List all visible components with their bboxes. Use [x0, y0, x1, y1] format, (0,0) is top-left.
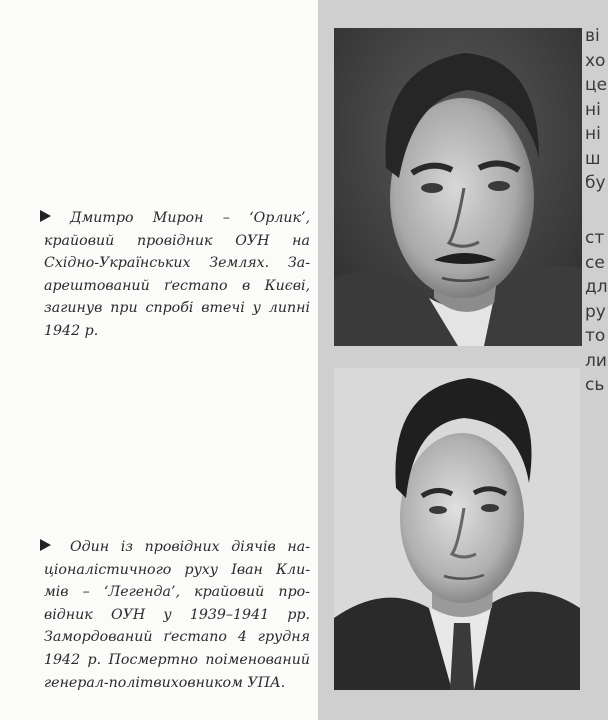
text-fragment: хо — [585, 50, 606, 71]
caption-line: мів – ‘Легенда’, крайовий про- — [44, 584, 310, 601]
text-fragment: ні — [585, 124, 601, 144]
text-fragment: дл — [585, 277, 608, 297]
bullet-arrow-icon — [40, 210, 51, 222]
caption-ivan-klymiv — [44, 536, 310, 694]
text-fragment: то — [585, 326, 606, 346]
caption-line: Дмитро Мирон – ‘Орлик’, — [70, 210, 310, 226]
caption-line: загинув при спробі втечі у липні — [44, 300, 310, 317]
portrait-image — [334, 368, 580, 690]
text-fragment: ст — [585, 228, 605, 248]
text-fragment: ру — [585, 301, 606, 322]
text-fragment: ш — [585, 148, 601, 169]
text-fragment: ві — [585, 26, 600, 46]
caption-line: 1942 р. Посмертно поіменований — [44, 651, 310, 668]
caption-line: крайовий провідник ОУН на — [44, 232, 310, 249]
caption-dmytro-myron — [44, 207, 310, 343]
text-fragment: сь — [585, 375, 605, 395]
body-text-column-fragment-2 — [585, 226, 608, 398]
caption-line: генерал-політвиховником УПА. — [44, 674, 286, 691]
portrait-photo-ivan-klymiv — [334, 368, 580, 690]
text-fragment: бу — [585, 173, 606, 193]
bullet-arrow-icon — [40, 539, 51, 551]
text-fragment: це — [585, 75, 608, 95]
text-fragment: ні — [585, 99, 601, 120]
caption-line: 1942 р. — [44, 322, 99, 339]
body-text-column-fragment-1 — [585, 24, 608, 196]
caption-line: Замордований ґестапо 4 грудня — [44, 629, 310, 646]
portrait-photo-dmytro-myron — [334, 28, 582, 346]
caption-line: відник ОУН у 1939–1941 рр. — [44, 606, 310, 623]
text-fragment: ли — [585, 350, 607, 371]
caption-line: Один із провідних діячів на- — [70, 539, 310, 555]
caption-line: Східно-Українських Землях. За- — [44, 255, 310, 272]
portrait-image — [334, 28, 582, 346]
caption-line: ціоналістичного руху Іван Кли- — [44, 561, 310, 578]
caption-line: арештований ґестапо в Києві, — [44, 277, 310, 294]
text-fragment: се — [585, 252, 605, 273]
